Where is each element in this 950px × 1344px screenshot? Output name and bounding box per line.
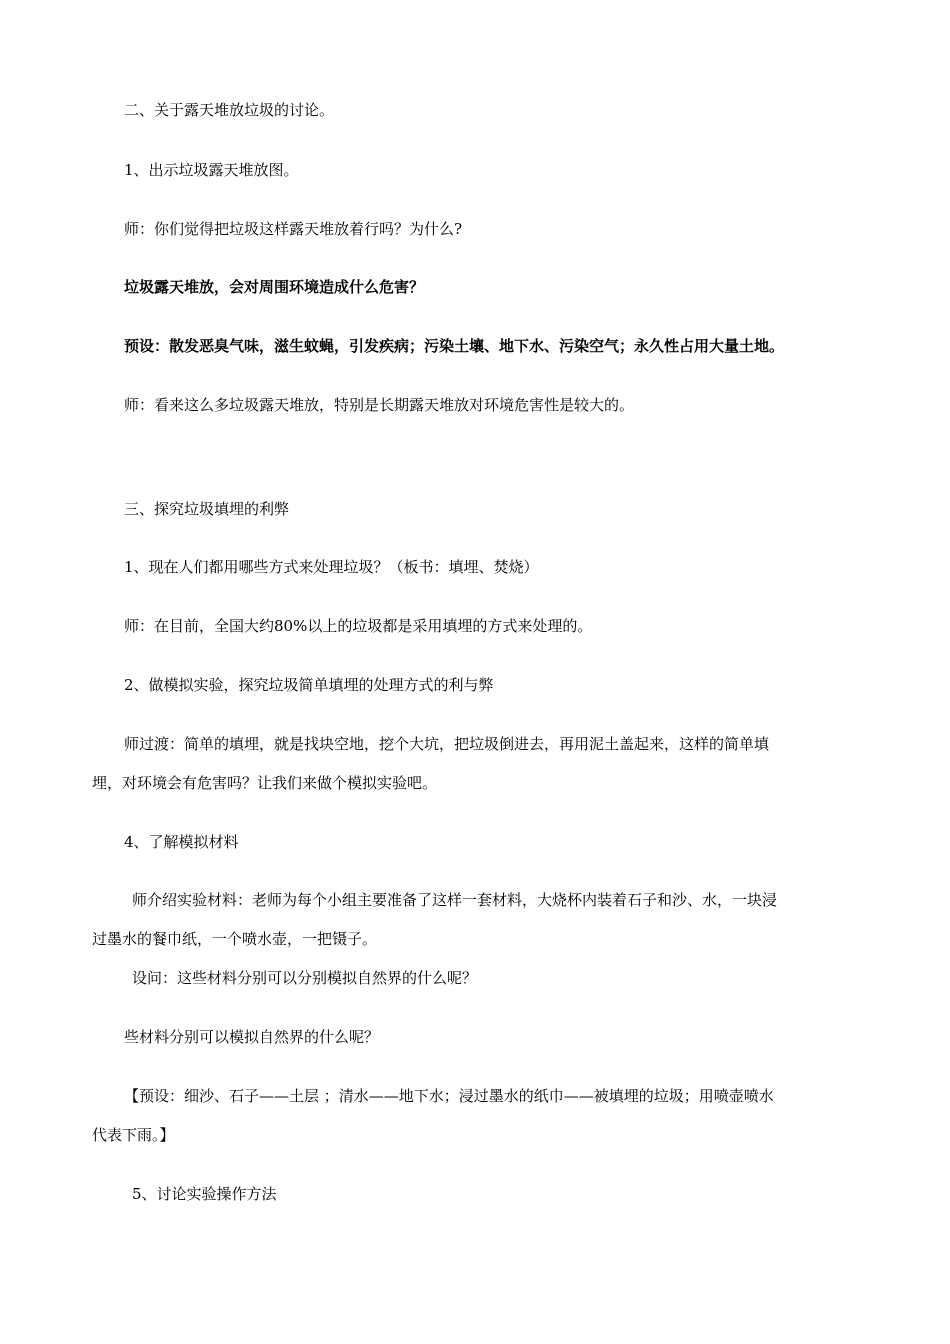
paragraph: 5、讨论实验操作方法 (132, 1185, 277, 1203)
paragraph: 师介绍实验材料：老师为每个小组主要准备了这样一套材料，大烧杯内装着石子和沙、水，一块浸 (132, 891, 778, 909)
paragraph: 设问：这些材料分别可以分别模拟自然界的什么呢？ (132, 969, 478, 987)
paragraph: 师：在目前，全国大约80%以上的垃圾都是采用填埋的方式来处理的。 (124, 617, 593, 635)
paragraph: 4、了解模拟材料 (124, 833, 239, 851)
heading-open-dumping: 二、关于露天堆放垃圾的讨论。 (124, 101, 335, 119)
paragraph: 1、出示垃圾露天堆放图。 (124, 161, 299, 179)
paragraph: 师：看来这么多垃圾露天堆放，特别是长期露天堆放对环境危害性是较大的。 (124, 396, 635, 414)
heading-landfill: 三、探究垃圾填埋的利弊 (124, 500, 290, 518)
paragraph: 2、做模拟实验，探究垃圾简单填埋的处理方式的利与弊 (124, 676, 494, 694)
paragraph-continued: 埋，对环境会有危害吗？让我们来做个模拟实验吧。 (92, 774, 438, 792)
paragraph: 【预设：细沙、石子——土层 ；清水——地下水；浸过墨水的纸巾——被填埋的垃圾；用喷壶喷水 (124, 1087, 774, 1105)
preset-answer-bold: 预设：散发恶臭气味，滋生蚊蝇，引发疾病；污染土壤、地下水、污染空气；永久性占用大量土地。 (124, 337, 785, 355)
paragraph-continued: 过墨水的餐巾纸，一个喷水壶，一把镊子。 (92, 930, 378, 948)
paragraph: 些材料分别可以模拟自然界的什么呢？ (124, 1028, 380, 1046)
paragraph: 师过渡：简单的填埋，就是找块空地，挖个大坑，把垃圾倒进去，再用泥土盖起来，这样的简单填 (124, 735, 770, 753)
question-bold: 垃圾露天堆放，会对周围环境造成什么危害？ (124, 278, 425, 296)
paragraph: 师：你们觉得把垃圾这样露天堆放着行吗？为什么? (124, 220, 463, 238)
paragraph-continued: 代表下雨。】 (92, 1126, 175, 1144)
paragraph: 1、现在人们都用哪些方式来处理垃圾？（板书：填埋、焚烧） (124, 558, 539, 576)
